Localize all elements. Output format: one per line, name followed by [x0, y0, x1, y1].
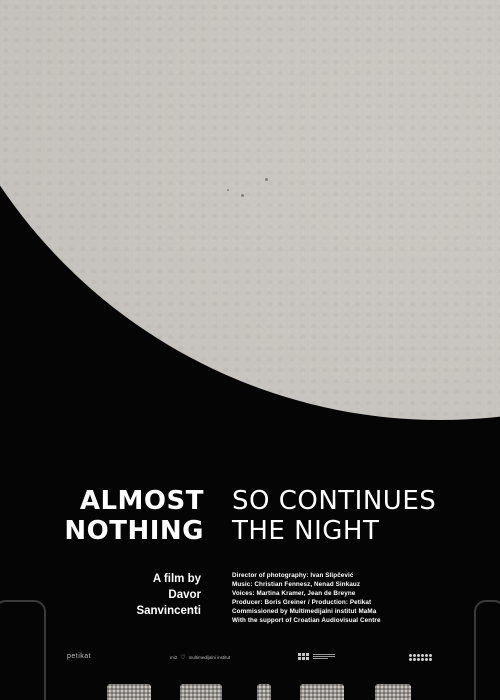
- title-almost-nothing: [64, 486, 204, 546]
- glow-block: [257, 684, 271, 700]
- title-right-line-1: SO CONTINUES: [232, 486, 437, 516]
- hac-logo-wordmark: [313, 653, 335, 660]
- mama-logo-prefix: mi2: [170, 655, 178, 660]
- credit-line: Director of photography: Ivan Slipčević: [232, 572, 354, 579]
- film-by-line-3: Sanvincenti: [136, 605, 201, 617]
- credit-line: With the support of Croatian Audiovisual Centre: [232, 616, 381, 624]
- title-left-line-1: ALMOST: [79, 486, 204, 516]
- mama-logo: [170, 654, 230, 661]
- title-left-line-2: NOTHING: [64, 516, 204, 546]
- credit-line: Music: Christian Fennesz, Nenad Sinkauz: [232, 580, 361, 588]
- petikat-logo: petikat: [67, 653, 92, 660]
- credit-line: Producer: Boris Greiner / Production: Petikat: [232, 598, 372, 606]
- credits-block: [232, 572, 381, 625]
- glow-block: [107, 684, 151, 700]
- film-by-line-1: A film by: [152, 573, 201, 585]
- hac-grid-icon: [298, 653, 309, 660]
- credit-line: Voices: Martina Kramer, Jean de Breyne: [232, 589, 356, 597]
- film-by-credit: [136, 571, 201, 619]
- dots-logo-icon: [409, 654, 432, 661]
- heart-icon: ♡: [180, 655, 186, 661]
- film-by-line-2: Davor: [168, 589, 201, 601]
- glow-block: [375, 684, 411, 700]
- glow-block: [300, 684, 344, 700]
- glow-block: [180, 684, 222, 700]
- moon-speck: [227, 189, 229, 191]
- title-so-continues-the-night: [232, 486, 436, 546]
- credit-line: Commissioned by Multimedijalni institut MaMa: [232, 607, 377, 615]
- film-frame-left: [0, 600, 46, 700]
- mama-logo-text: multimedijalni institut: [188, 655, 231, 660]
- film-frame-right: [474, 600, 500, 700]
- moon-speck: [265, 178, 268, 181]
- hac-logo: [298, 653, 335, 660]
- moon-speck: [241, 194, 244, 197]
- title-right-line-2: THE NIGHT: [232, 516, 380, 546]
